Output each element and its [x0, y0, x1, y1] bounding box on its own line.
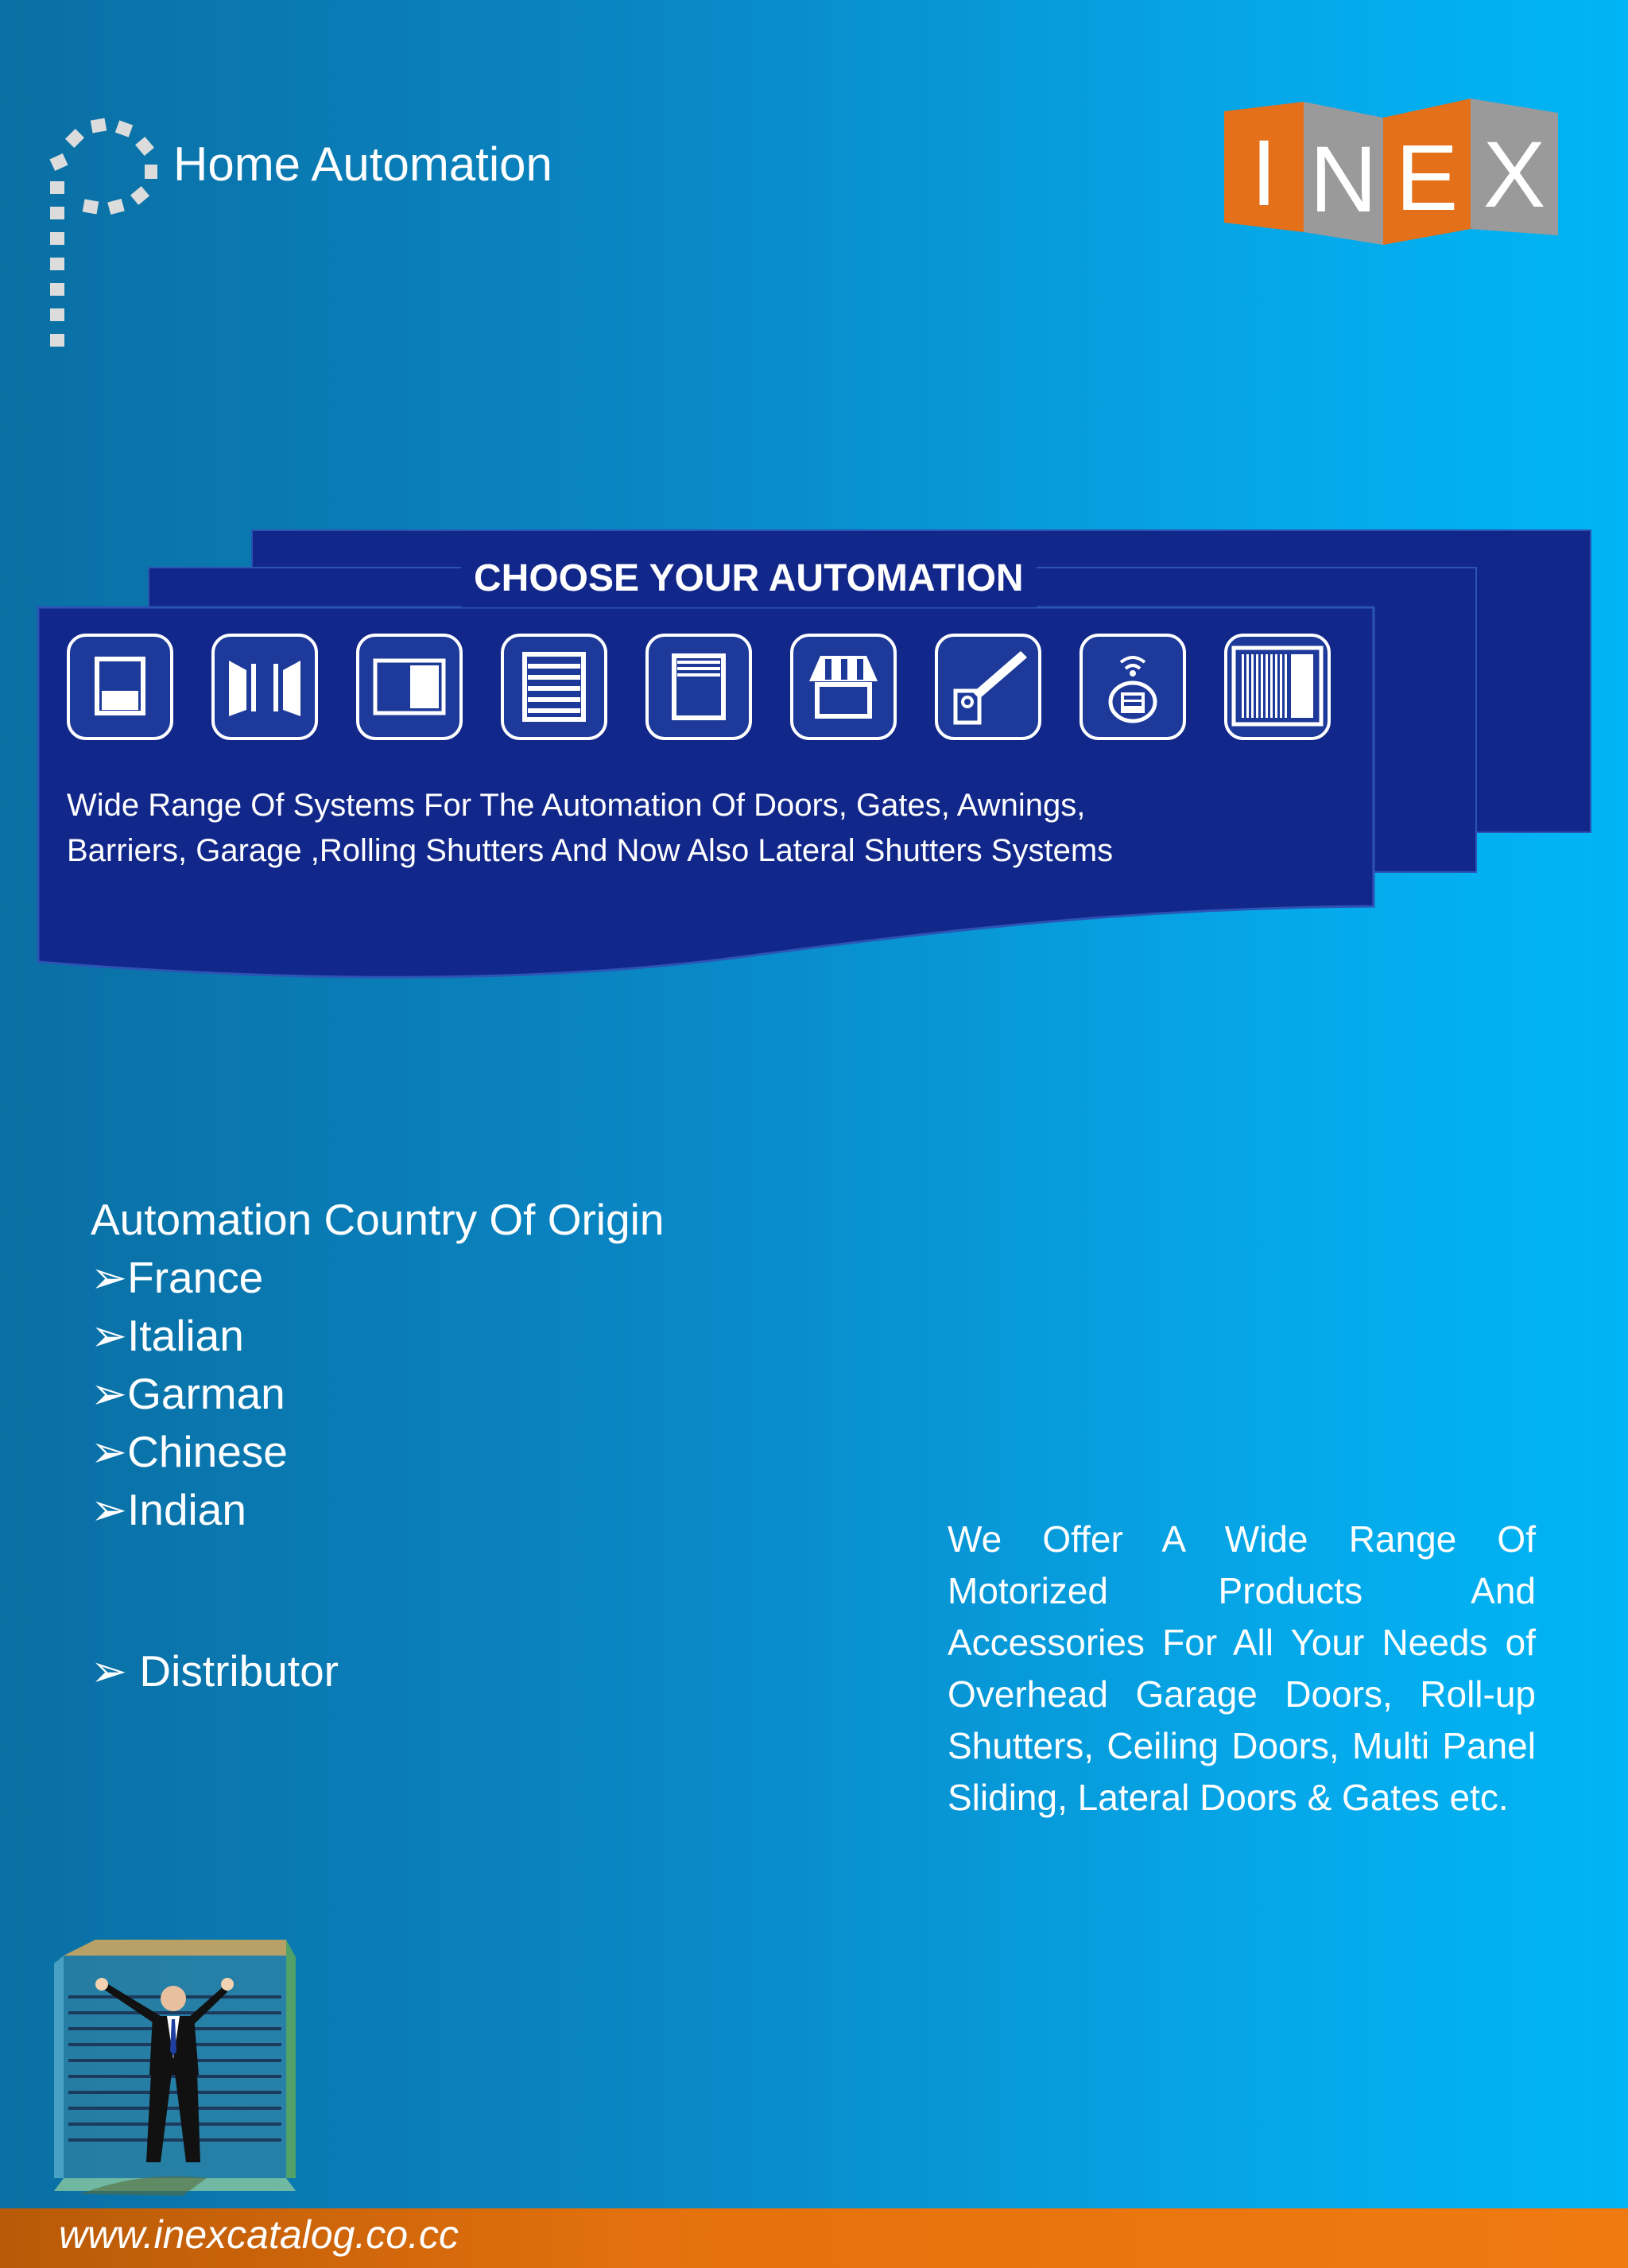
banner-heading: CHOOSE YOUR AUTOMATION	[461, 550, 1037, 607]
bullet-arrow-icon: ➢	[91, 1369, 128, 1418]
brand-mark-dotted-p	[44, 95, 179, 358]
origin-item: ➢France	[91, 1253, 264, 1302]
sectional-door-icon[interactable]	[501, 634, 607, 740]
logo-letter: X	[1483, 122, 1546, 227]
bullet-arrow-icon: ➢	[91, 1485, 128, 1534]
banner-description-line: Barriers, Garage ,Rolling Shutters And Now Also Lateral Shutters Systems	[67, 833, 1114, 868]
logo-letter: E	[1395, 126, 1459, 231]
logo-letter: N	[1309, 127, 1378, 232]
bullet-arrow-icon: ➢	[91, 1311, 128, 1360]
barrier-icon[interactable]	[935, 634, 1041, 740]
logo-letter: I	[1250, 121, 1277, 226]
offer-paragraph: We Offer A Wide Range Of Motorized Products And Accessories For All Your Needs of Overhead Garage Doors, Roll-up Shutters, Ceiling Doors, Multi Panel Sliding, Lateral Doors & Gates etc.	[948, 1518, 1536, 1818]
origin-item: ➢Garman	[91, 1369, 285, 1418]
origin-item: ➢Indian	[91, 1485, 246, 1534]
awning-icon[interactable]	[790, 634, 897, 740]
bullet-arrow-icon: ➢	[91, 1253, 128, 1302]
garage-door-icon[interactable]	[67, 634, 173, 740]
banner-description-line: Wide Range Of Systems For The Automation Of Doors, Gates, Awnings,	[67, 788, 1086, 823]
roller-shutter-icon[interactable]	[645, 634, 752, 740]
origin-item: ➢Italian	[91, 1311, 244, 1360]
origin-item: ➢Chinese	[91, 1427, 288, 1476]
banner-description	[67, 783, 1355, 874]
swing-gate-icon[interactable]	[211, 634, 318, 740]
sliding-gate-icon[interactable]	[356, 634, 463, 740]
lateral-shutter-icon[interactable]	[1224, 634, 1331, 740]
distributor-item: ➢ Distributor	[91, 1646, 339, 1696]
bullet-arrow-icon: ➢	[91, 1646, 128, 1696]
page-title: Home Automation	[173, 138, 552, 191]
footer-website-link[interactable]: www.inexcatalog.co.cc	[59, 2212, 459, 2257]
automation-icon-row	[67, 634, 1339, 745]
origin-heading: Automation Country Of Origin	[91, 1195, 665, 1244]
remote-control-icon[interactable]	[1080, 634, 1186, 740]
origin-list	[91, 1191, 664, 1539]
shutter-man-illustration	[48, 1940, 302, 2202]
inex-logo[interactable]	[1224, 95, 1590, 246]
bullet-arrow-icon: ➢	[91, 1427, 128, 1476]
